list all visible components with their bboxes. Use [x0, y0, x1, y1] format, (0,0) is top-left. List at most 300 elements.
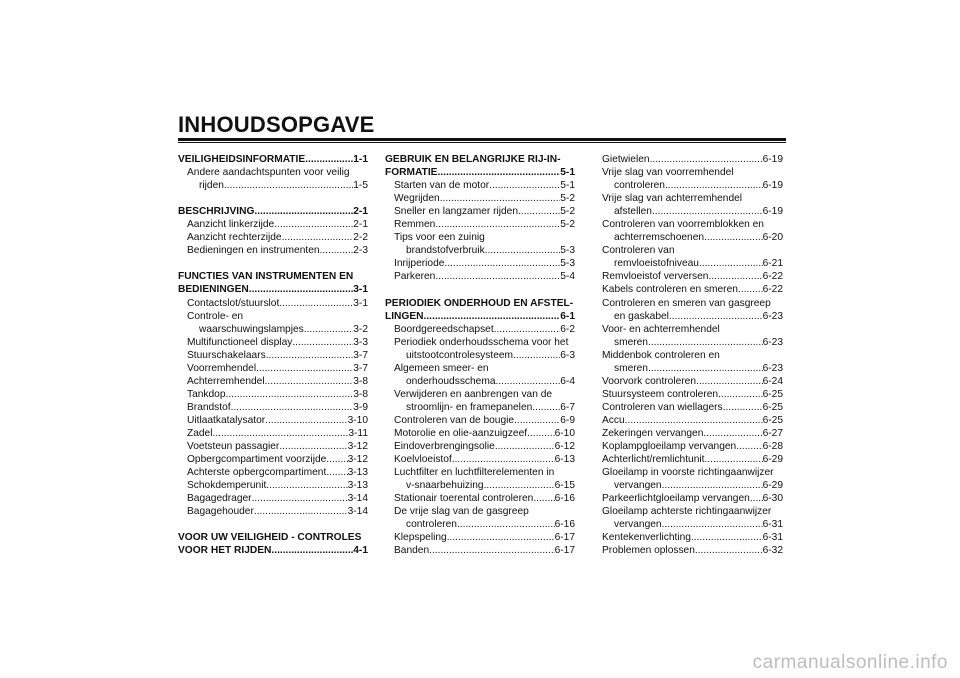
toc-page-number: 6-23 — [762, 310, 783, 322]
toc-entry-title: Voetsteun passagier — [187, 441, 280, 453]
toc-entry-title: Boordgereedschapset — [394, 323, 494, 335]
toc-section-heading[interactable] — [178, 205, 368, 218]
toc-entry-title: brandstofverbruik — [406, 245, 485, 257]
toc-entry — [178, 310, 368, 323]
toc-entry-title: controleren — [406, 519, 457, 531]
toc-entry[interactable] — [178, 505, 368, 518]
toc-entry[interactable] — [385, 401, 575, 414]
toc-entry-title: FUNCTIES VAN INSTRUMENTEN EN — [178, 271, 354, 283]
toc-entry-title: rijden — [199, 180, 224, 192]
toc-page-number: 6-19 — [762, 154, 783, 165]
toc-entry-title: Eindoverbrengingsolie — [394, 441, 495, 453]
toc-leader-dots — [231, 401, 354, 414]
toc-entry-title: FORMATIE — [385, 167, 438, 179]
toc-entry-title: smeren — [614, 336, 648, 348]
toc-entry[interactable] — [593, 453, 783, 466]
toc-entry[interactable] — [385, 518, 575, 531]
toc-entry-title: Stuursysteem controleren — [602, 388, 719, 400]
toc-page-number: 3-3 — [353, 336, 368, 348]
toc-leader-dots — [435, 218, 560, 231]
toc-entry[interactable] — [593, 205, 783, 218]
toc-leader-dots — [282, 231, 354, 244]
toc-entry-title: Kentekenverlichting — [602, 532, 691, 544]
toc-section-heading[interactable] — [178, 283, 368, 296]
toc-leader-dots — [625, 414, 763, 427]
toc-page-number: 5-2 — [560, 206, 575, 218]
toc-leader-dots — [435, 270, 560, 283]
toc-page-number: 6-1 — [560, 310, 575, 322]
toc-section-heading — [178, 270, 368, 283]
toc-entry — [385, 505, 575, 518]
toc-page-number: 5-3 — [560, 245, 575, 257]
toc-entry-title: VOOR UW VEILIGHEID - CONTROLES — [178, 532, 362, 544]
toc-leader-dots — [703, 427, 762, 440]
toc-page-number: 3-8 — [353, 388, 368, 400]
toc-section-heading[interactable] — [385, 310, 575, 323]
toc-entry — [385, 362, 575, 375]
toc-entry-title: Controle- en — [187, 310, 244, 322]
toc-entry-title: Bagagehouder — [187, 506, 254, 518]
toc-page-number: 6-13 — [554, 454, 575, 466]
toc-entry-title: Remmen — [394, 219, 436, 231]
toc-leader-dots — [271, 544, 353, 557]
toc-page-number: 2-3 — [353, 245, 368, 257]
toc-section-heading[interactable] — [385, 166, 575, 179]
toc-leader-dots — [662, 479, 763, 492]
toc-leader-dots — [532, 401, 560, 414]
toc-page-number: 6-15 — [554, 480, 575, 492]
toc-entry — [385, 336, 575, 349]
toc-entry-title: Vrije slag van voorremhendel — [602, 167, 734, 179]
toc-entry[interactable] — [385, 323, 575, 336]
toc-leader-dots — [494, 323, 561, 336]
toc-entry[interactable] — [178, 440, 368, 453]
toc-leader-dots — [444, 257, 560, 270]
toc-entry-title: Accu — [602, 414, 625, 426]
toc-leader-dots — [326, 466, 347, 479]
toc-leader-dots — [254, 205, 353, 218]
toc-page-number: 6-31 — [762, 519, 783, 531]
toc-entry-title: Motorolie en olie-aanzuigzeef — [394, 427, 528, 439]
toc-entry-title: Zekeringen vervangen — [602, 427, 704, 439]
toc-entry[interactable] — [593, 231, 783, 244]
toc-entry-title: Parkeren — [394, 271, 436, 283]
toc-leader-dots — [708, 270, 762, 283]
toc-page-number: 2-1 — [353, 219, 368, 231]
toc-page-number: 6-23 — [762, 362, 783, 374]
toc-leader-dots — [429, 544, 554, 557]
toc-entry — [593, 218, 783, 231]
toc-entry[interactable] — [385, 257, 575, 270]
toc-entry[interactable] — [178, 414, 368, 427]
toc-entry[interactable] — [385, 544, 575, 557]
toc-page-number: 2-1 — [353, 206, 368, 218]
toc-leader-dots — [226, 388, 354, 401]
toc-page-number: 3-1 — [353, 297, 368, 309]
toc-entry[interactable] — [178, 218, 368, 231]
toc-page-number: 3-7 — [353, 349, 368, 361]
toc-page-number: 6-20 — [762, 232, 783, 244]
toc-entry[interactable] — [593, 531, 783, 544]
toc-page-number: 5-3 — [560, 258, 575, 270]
toc-entry-title: Verwijderen en aanbrengen van de — [394, 388, 553, 400]
toc-entry-title: Stuurschakelaars — [187, 349, 266, 361]
toc-entry[interactable] — [178, 375, 368, 388]
toc-page-number: 6-12 — [554, 441, 575, 453]
toc-page-number: 3-11 — [348, 427, 368, 439]
toc-page-number: 3-14 — [347, 506, 368, 518]
toc-entry-title: Gloeilamp in voorste richtingaanwijzer — [602, 467, 774, 479]
toc-entry[interactable] — [178, 492, 368, 505]
toc-entry-title: uitstootcontrolesysteem — [406, 349, 514, 361]
toc-entry — [385, 231, 575, 244]
toc-entry-title: Tips voor een zuinig — [394, 232, 485, 244]
toc-entry-title: v-snaarbehuizing — [406, 480, 484, 492]
toc-page-number: 6-4 — [560, 375, 575, 387]
page-title: INHOUDSOPGAVE — [178, 112, 375, 137]
toc-entry-title: Achterlicht/remlichtunit — [602, 454, 705, 466]
toc-leader-dots — [736, 440, 762, 453]
toc-entry[interactable] — [593, 336, 783, 349]
toc-leader-dots — [447, 531, 555, 544]
toc-entry[interactable] — [385, 427, 575, 440]
toc-entry-title: Multifunctioneel display — [187, 336, 293, 348]
toc-entry[interactable] — [593, 310, 783, 323]
toc-leader-dots — [266, 479, 347, 492]
toc-entry — [593, 192, 783, 205]
toc-entry[interactable] — [385, 440, 575, 453]
toc-entry[interactable] — [178, 479, 368, 492]
toc-entry — [593, 323, 783, 336]
toc-page-number: 5-1 — [560, 180, 575, 192]
toc-leader-dots — [495, 440, 555, 453]
toc-entry-title: Tankdop — [187, 388, 226, 400]
toc-entry — [593, 244, 783, 257]
toc-entry[interactable] — [385, 375, 575, 388]
toc-entry-title: Klepspeling — [394, 532, 447, 544]
toc-entry[interactable] — [385, 349, 575, 362]
toc-leader-dots — [252, 492, 348, 505]
toc-leader-dots — [723, 401, 763, 414]
toc-entry-title: De vrije slag van de gasgreep — [394, 506, 529, 518]
toc-entry[interactable] — [178, 349, 368, 362]
toc-entry-title: Achterremhendel — [187, 375, 265, 387]
toc-leader-dots — [489, 179, 560, 192]
toc-entry-title: Voorremhendel — [187, 362, 257, 374]
toc-leader-dots — [662, 518, 763, 531]
toc-entry — [593, 166, 783, 179]
toc-entry-title: Aanzicht rechterzijde — [187, 232, 282, 244]
toc-entry-title: remvloeistofniveau — [614, 258, 699, 270]
toc-entry-title: Inrijperiode — [394, 258, 445, 270]
toc-entry[interactable] — [593, 479, 783, 492]
toc-entry-title: Controleren van — [602, 245, 675, 257]
toc-page-number: 6-7 — [560, 401, 575, 413]
toc-entry[interactable] — [385, 205, 575, 218]
toc-page-number: 3-8 — [353, 375, 368, 387]
toc-entry[interactable] — [385, 244, 575, 257]
toc-entry-title: Algemeen smeer- en — [394, 362, 489, 374]
toc-page-number: 3-7 — [353, 362, 368, 374]
toc-entry-title: Zadel — [187, 427, 213, 439]
toc-leader-dots — [718, 388, 763, 401]
toc-entry — [593, 349, 783, 362]
toc-entry-title: vervangen — [614, 519, 662, 531]
toc-page-number: 5-4 — [560, 271, 575, 283]
toc-page-number: 3-13 — [347, 480, 368, 492]
toc-leader-dots — [326, 453, 347, 466]
toc-entry[interactable] — [385, 414, 575, 427]
toc-entry-title: PERIODIEK ONDERHOUD EN AFSTEL- — [385, 297, 574, 309]
toc-entry[interactable] — [385, 270, 575, 283]
toc-entry[interactable] — [178, 336, 368, 349]
toc-entry-title: waarschuwingslampjes — [199, 323, 304, 335]
toc-page-number: 6-31 — [762, 532, 783, 544]
toc-entry — [385, 388, 575, 401]
toc-leader-dots — [669, 310, 763, 323]
toc-entry-title: BEDIENINGEN — [178, 284, 249, 296]
toc-entry[interactable] — [385, 218, 575, 231]
toc-entry — [385, 466, 575, 479]
toc-leader-dots — [527, 427, 555, 440]
toc-leader-dots — [256, 362, 353, 375]
toc-page-number: 6-25 — [762, 401, 783, 413]
toc-entry-title: smeren — [614, 362, 648, 374]
toc-spacer — [178, 192, 368, 205]
toc-entry-title: Gietwielen — [602, 154, 650, 165]
toc-entry-title: Luchtfilter en luchtfilterelementen in — [394, 467, 555, 479]
toc-entry-title: achterremschoenen — [614, 232, 705, 244]
toc-entry-title: BESCHRIJVING — [178, 206, 255, 218]
toc-page-number: 6-10 — [554, 427, 575, 439]
toc-page-number: 3-13 — [347, 467, 368, 479]
toc-entry-title: Sneller en langzamer rijden — [394, 206, 519, 218]
toc-leader-dots — [212, 427, 348, 440]
toc-entry-title: Aanzicht linkerzijde — [187, 219, 275, 231]
toc-page-number: 6-22 — [762, 271, 783, 283]
toc-page-number: 2-2 — [353, 232, 368, 244]
toc-entry[interactable] — [178, 231, 368, 244]
toc-page-number: 3-12 — [347, 454, 368, 466]
toc-entry[interactable] — [593, 544, 783, 557]
toc-entry-title: Achterste opbergcompartiment — [187, 467, 327, 479]
toc-page-number: 6-27 — [762, 427, 783, 439]
toc-page-number: 6-16 — [554, 519, 575, 531]
toc-entry-title: Controleren van de bougie — [394, 414, 515, 426]
toc-entry[interactable] — [593, 257, 783, 270]
toc-entry[interactable] — [593, 179, 783, 192]
toc-entry[interactable] — [178, 453, 368, 466]
toc-entry — [593, 505, 783, 518]
toc-entry[interactable] — [178, 388, 368, 401]
toc-entry[interactable] — [593, 375, 783, 388]
toc-leader-dots — [513, 349, 560, 362]
toc-section-heading — [385, 153, 575, 166]
toc-entry-title: Problemen oplossen — [602, 545, 695, 557]
toc-entry — [178, 166, 368, 179]
toc-entry-title: Schokdemperunit — [187, 480, 267, 492]
toc-page-number: 6-23 — [762, 336, 783, 348]
toc-leader-dots — [265, 414, 347, 427]
toc-page-number: 5-2 — [560, 219, 575, 231]
toc-page-number: 3-12 — [347, 441, 368, 453]
toc-entry-title: Koelvloeistof — [394, 454, 452, 466]
toc-page-number: 6-29 — [762, 480, 783, 492]
toc-entry[interactable] — [593, 518, 783, 531]
toc-column-1 — [178, 153, 368, 557]
toc-entry — [593, 297, 783, 310]
toc-entry[interactable] — [385, 531, 575, 544]
toc-entry-title: Bedieningen en instrumenten — [187, 245, 320, 257]
toc-entry[interactable] — [178, 427, 368, 440]
toc-page-number: 6-24 — [762, 375, 783, 387]
toc-entry-title: Andere aandachtspunten voor veilig — [187, 167, 350, 179]
toc-leader-dots — [279, 297, 353, 310]
toc-section-heading — [385, 297, 575, 310]
toc-page-number: 6-25 — [762, 388, 783, 400]
toc-section-heading[interactable] — [178, 153, 368, 166]
toc-entry-title: afstellen — [614, 206, 652, 218]
toc-entry-title: Uitlaatkatalysator — [187, 414, 266, 426]
toc-entry[interactable] — [178, 362, 368, 375]
toc-entry-title: Controleren van voorremblokken en — [602, 219, 764, 231]
toc-page-number: 5-2 — [560, 193, 575, 205]
toc-leader-dots — [254, 505, 348, 518]
toc-entry-title: Starten van de motor — [394, 180, 490, 192]
toc-entry[interactable] — [593, 414, 783, 427]
toc-entry-title: Koplampgloeilamp vervangen — [602, 441, 737, 453]
toc-entry[interactable] — [593, 440, 783, 453]
toc-entry-title: stroomlijn- en framepanelen — [406, 401, 533, 413]
toc-leader-dots — [738, 283, 763, 296]
toc-leader-dots — [274, 218, 353, 231]
toc-entry-title: VOOR HET RIJDEN — [178, 545, 272, 557]
toc-entry-title: Kabels controleren en smeren — [602, 284, 738, 296]
toc-section-heading[interactable] — [178, 544, 368, 557]
toc-entry-title: Opbergcompartiment voorzijde — [187, 454, 327, 466]
toc-entry[interactable] — [593, 492, 783, 505]
toc-column-3 — [593, 153, 783, 557]
toc-leader-dots — [484, 479, 555, 492]
toc-entry[interactable] — [178, 244, 368, 257]
toc-leader-dots — [495, 375, 560, 388]
toc-entry-title: Vrije slag van achterremhendel — [602, 193, 743, 205]
toc-leader-dots — [249, 283, 354, 296]
toc-entry-title: en gaskabel — [614, 310, 669, 322]
toc-leader-dots — [485, 244, 561, 257]
toc-page-number: 3-14 — [347, 493, 368, 505]
toc-entry-title: Wegrijden — [394, 193, 440, 205]
toc-entry[interactable] — [385, 492, 575, 505]
toc-entry[interactable] — [178, 466, 368, 479]
toc-page-number: 6-2 — [560, 323, 575, 335]
toc-entry[interactable] — [178, 297, 368, 310]
toc-leader-dots — [696, 375, 763, 388]
toc-page-number: 6-19 — [762, 180, 783, 192]
toc-entry-title: Banden — [394, 545, 430, 557]
toc-leader-dots — [699, 257, 763, 270]
toc-entry-title: Bagagedrager — [187, 493, 252, 505]
toc-leader-dots — [440, 192, 561, 205]
toc-leader-dots — [665, 179, 763, 192]
toc-entry[interactable] — [178, 323, 368, 336]
toc-entry-title: LINGEN — [385, 310, 424, 322]
toc-entry[interactable] — [385, 453, 575, 466]
toc-leader-dots — [457, 518, 555, 531]
toc-leader-dots — [437, 166, 560, 179]
toc-leader-dots — [304, 323, 354, 336]
toc-page-number: 6-25 — [762, 414, 783, 426]
toc-page-number: 6-9 — [560, 414, 575, 426]
toc-entry-title: controleren — [614, 180, 665, 192]
toc-entry[interactable] — [593, 270, 783, 283]
toc-entry[interactable] — [593, 153, 783, 166]
toc-page-number: 3-2 — [353, 323, 368, 335]
watermark: carmanualsonline.info — [752, 652, 948, 673]
toc-leader-dots — [514, 414, 560, 427]
toc-entry-title: VEILIGHEIDSINFORMATIE — [178, 154, 306, 165]
toc-entry[interactable] — [593, 362, 783, 375]
toc-page-number: 6-28 — [762, 441, 783, 453]
toc-entry[interactable] — [178, 179, 368, 192]
toc-entry-title: Middenbok controleren en — [602, 349, 720, 361]
toc-page-number: 4-1 — [353, 545, 368, 557]
toc-entry[interactable] — [593, 388, 783, 401]
toc-leader-dots — [695, 544, 763, 557]
toc-leader-dots — [424, 310, 561, 323]
toc-leader-dots — [224, 179, 353, 192]
toc-entry[interactable] — [593, 427, 783, 440]
toc-entry[interactable] — [178, 401, 368, 414]
toc-entry-title: Gloeilamp achterste richtingaanwijzer — [602, 506, 772, 518]
toc-column-2 — [385, 153, 575, 557]
toc-leader-dots — [750, 492, 763, 505]
toc-leader-dots — [518, 205, 560, 218]
toc-page-number: 6-19 — [762, 206, 783, 218]
toc-leader-dots — [320, 244, 354, 257]
toc-leader-dots — [648, 362, 763, 375]
toc-leader-dots — [648, 336, 763, 349]
title-rule — [178, 138, 786, 141]
toc-entry[interactable] — [593, 401, 783, 414]
toc-entry-title: Voor- en achterremhendel — [602, 323, 720, 335]
toc-leader-dots — [266, 349, 354, 362]
toc-entry-title: Controleren van wiellagers — [602, 401, 723, 413]
toc-page-number: 1-1 — [353, 154, 368, 165]
toc-entry[interactable] — [385, 479, 575, 492]
toc-entry-title: Periodiek onderhoudsschema voor het — [394, 336, 569, 348]
toc-page-number: 6-22 — [762, 284, 783, 296]
toc-leader-dots — [704, 231, 763, 244]
toc-entry[interactable] — [385, 192, 575, 205]
toc-entry-title: Voorvork controleren — [602, 375, 696, 387]
toc-entry-title: Stationair toerental controleren — [394, 493, 534, 505]
toc-entry-title: onderhoudsschema — [406, 375, 496, 387]
toc-page-number: 3-10 — [347, 414, 368, 426]
toc-page-number: 6-32 — [762, 545, 783, 557]
toc-entry-title: Brandstof — [187, 401, 231, 413]
toc-entry[interactable] — [593, 283, 783, 296]
toc-spacer — [178, 518, 368, 531]
toc-leader-dots — [691, 531, 763, 544]
toc-leader-dots — [452, 453, 555, 466]
toc-page-number: 6-30 — [762, 493, 783, 505]
toc-entry-title: Remvloeistof verversen — [602, 271, 709, 283]
toc-entry-title: vervangen — [614, 480, 662, 492]
toc-leader-dots — [305, 153, 353, 166]
toc-page-number: 6-3 — [560, 349, 575, 361]
toc-entry[interactable] — [385, 179, 575, 192]
